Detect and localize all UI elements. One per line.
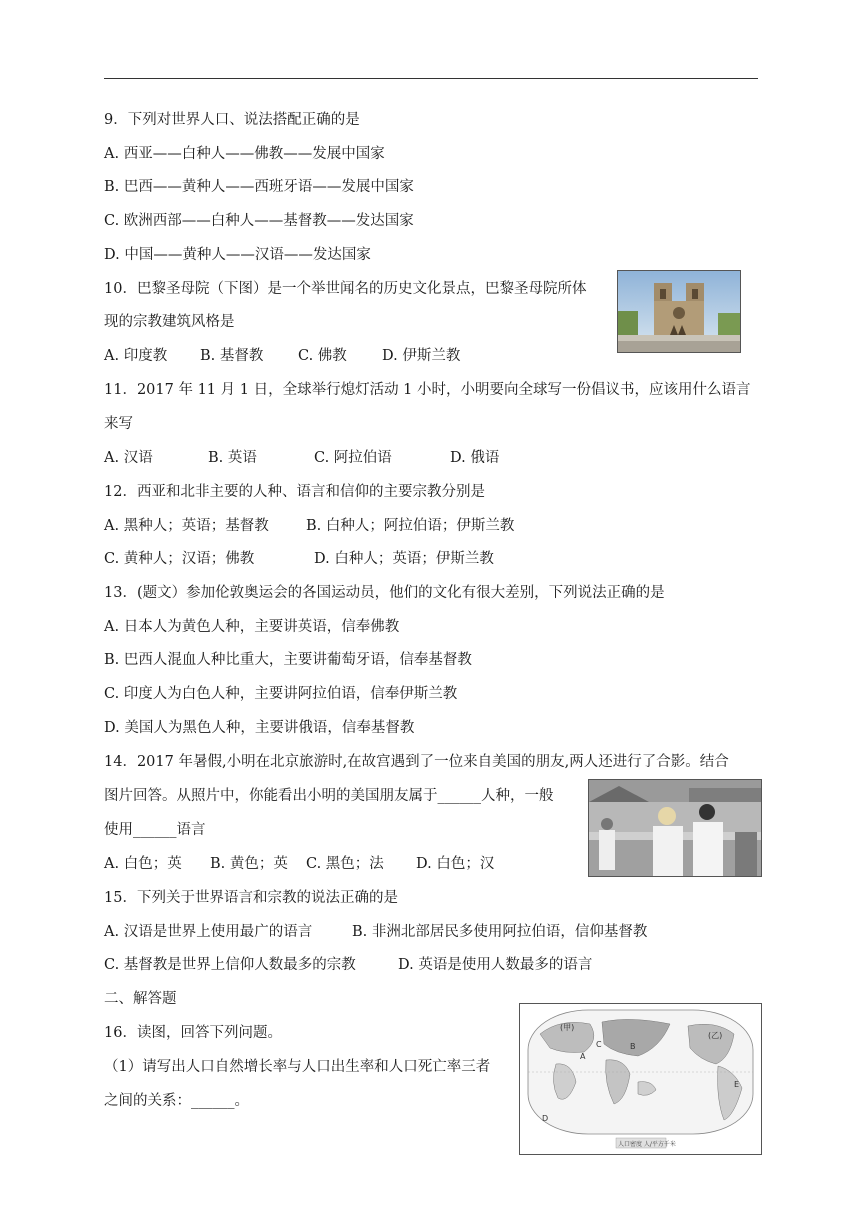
- q9-option-d: D. 中国——黄种人——汉语——发达国家: [104, 247, 371, 263]
- q12-option-b: B. 白种人；阿拉伯语；伊斯兰教: [306, 518, 515, 534]
- q12-option-a: A. 黑种人；英语；基督教: [104, 518, 269, 534]
- q13-option-c: C. 印度人为白色人种，主要讲阿拉伯语，信奉伊斯兰教: [104, 686, 458, 702]
- q16-stem: 16．读图，回答下列问题。: [104, 1025, 282, 1041]
- q10-stem-line1: 10．巴黎圣母院（下图）是一个举世闻名的历史文化景点，巴黎圣母院所体: [104, 281, 587, 297]
- q15-option-c: C. 基督教是世界上信仰人数最多的宗教: [104, 957, 356, 973]
- q14-options: [104, 854, 494, 874]
- header-rule: [104, 78, 758, 79]
- q11-option-c: C. 阿拉伯语: [314, 450, 392, 466]
- map-label-e: E: [734, 1080, 740, 1089]
- q15-option-a: A. 汉语是世界上使用最广的语言: [104, 924, 313, 940]
- q16-sub1-line2: 之间的关系：______。: [104, 1093, 249, 1109]
- q13-option-d: D. 美国人为黑色人种，主要讲俄语，信奉基督教: [104, 720, 415, 736]
- q12-option-d: D. 白种人；英语；伊斯兰教: [314, 551, 494, 567]
- q11-option-b: B. 英语: [208, 450, 257, 466]
- q10-option-a: A. 印度教: [104, 348, 168, 364]
- q11-stem-line1: 11．2017 年 11 月 1 日，全球举行熄灯活动 1 小时，小明要向全球写一份倡议书，应该用什么语言: [104, 382, 751, 398]
- q9-option-a: A. 西亚——白种人——佛教——发展中国家: [104, 146, 385, 162]
- world-population-map: [519, 1003, 762, 1155]
- map-label-a: A: [580, 1052, 586, 1061]
- q12-options-row1: [104, 516, 514, 536]
- q11-option-a: A. 汉语: [104, 450, 153, 466]
- q9-option-b: B. 巴西——黄种人——西班牙语——发展中国家: [104, 179, 414, 195]
- q12-option-c: C. 黄种人；汉语；佛教: [104, 551, 255, 567]
- map-label-yi: (乙): [708, 1031, 723, 1040]
- q10-stem-line2: 现的宗教建筑风格是: [104, 314, 235, 330]
- q11-option-d: D. 俄语: [450, 450, 500, 466]
- q9-option-c: C. 欧洲西部——白种人——基督教——发达国家: [104, 213, 414, 229]
- q9-stem: 9．下列对世界人口、说法搭配正确的是: [104, 112, 360, 128]
- map-label-jia: (甲): [560, 1023, 575, 1032]
- q14-option-a: A. 白色；英: [104, 856, 182, 872]
- q13-option-a: A. 日本人为黄色人种，主要讲英语，信奉佛教: [104, 619, 400, 635]
- q10-options: [104, 346, 460, 366]
- q14-option-b: B. 黄色；英: [210, 856, 288, 872]
- q14-option-d: D. 白色；汉: [416, 856, 495, 872]
- q15-option-b: B. 非洲北部居民多使用阿拉伯语，信仰基督教: [352, 924, 648, 940]
- q12-stem: 12．西亚和北非主要的人种、语言和信仰的主要宗教分别是: [104, 484, 485, 500]
- q13-option-b: B. 巴西人混血人种比重大，主要讲葡萄牙语，信奉基督教: [104, 652, 472, 668]
- notre-dame-photo: [617, 270, 741, 353]
- q14-option-c: C. 黑色；法: [306, 856, 384, 872]
- map-label-b: B: [630, 1042, 636, 1051]
- q14-stem-line1: 14．2017 年暑假,小明在北京旅游时,在故宫遇到了一位来自美国的朋友,两人还进行了合影。结合: [104, 754, 729, 770]
- q15-stem: 15．下列关于世界语言和宗教的说法正确的是: [104, 890, 398, 906]
- q13-stem: 13．(题文）参加伦敦奥运会的各国运动员，他们的文化有很大差别，下列说法正确的是: [104, 585, 665, 601]
- q15-options-row1: [104, 922, 647, 942]
- q12-options-row2: [104, 549, 494, 569]
- q10-option-c: C. 佛教: [298, 348, 347, 364]
- q14-stem-line3: 使用______语言: [104, 822, 206, 838]
- map-legend: 人口密度 人/平方千米: [618, 1141, 676, 1148]
- q15-option-d: D. 英语是使用人数最多的语言: [398, 957, 593, 973]
- q14-stem-line2: 图片回答。从照片中，你能看出小明的美国朋友属于______人种，一般: [104, 788, 554, 804]
- q11-options: [104, 448, 499, 468]
- q11-stem-line2: 来写: [104, 416, 133, 432]
- map-label-d: D: [542, 1114, 549, 1123]
- q10-option-d: D. 伊斯兰教: [382, 348, 461, 364]
- q15-options-row2: [104, 955, 592, 975]
- q10-option-b: B. 基督教: [200, 348, 264, 364]
- map-label-c: C: [596, 1040, 602, 1049]
- q16-sub1-line1: （1）请写出人口自然增长率与人口出生率和人口死亡率三者: [104, 1059, 491, 1075]
- section-heading: 二、解答题: [104, 991, 177, 1007]
- forbidden-city-photo: [588, 779, 762, 877]
